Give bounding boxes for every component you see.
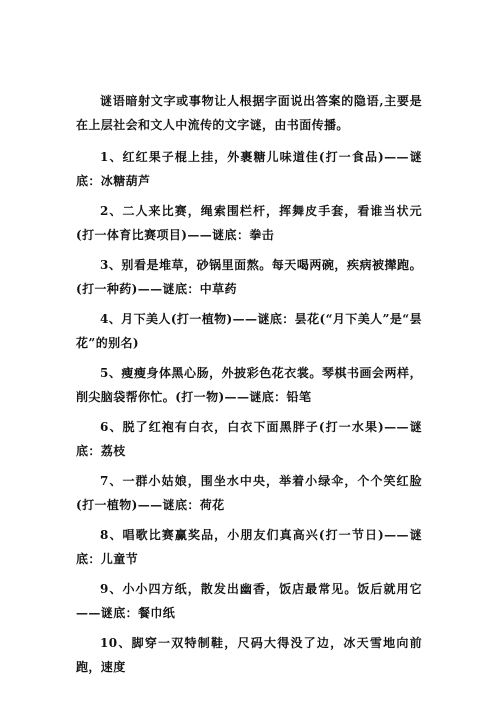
riddle-item-9: 9、小小四方纸，散发出幽香，饭店最常见。饭后就用它——谜底：餐巾纸 (76, 582, 422, 620)
riddle-item-1: 1、红红果子棍上挂，外裹糖儿味道佳(打一食品)——谜底：冰糖葫芦 (76, 150, 422, 188)
riddle-item-8: 8、唱歌比赛赢奖品，小朋友们真高兴(打一节日)——谜底：儿童节 (76, 528, 422, 566)
riddle-item-7: 7、一群小姑娘，围坐水中央，举着小绿伞，个个笑红脸(打一植物)——谜底：荷花 (76, 474, 422, 512)
riddle-item-5: 5、瘦瘦身体黑心肠，外披彩色花衣裳。琴棋书画会两样，削尖脑袋帮你忙。(打一物)——谜底：铅笔 (76, 366, 422, 404)
riddle-item-10: 10、脚穿一双特制鞋，尺码大得没了边，冰天雪地向前跑，速度 (76, 636, 422, 674)
document-body (76, 89, 422, 685)
riddle-item-2: 2、二人来比赛，绳索围栏杆，挥舞皮手套，看谁当状元(打一体育比赛项目)——谜底：拳击 (76, 204, 422, 242)
riddle-item-3: 3、别看是堆草，砂锅里面熬。每天喝两碗，疾病被撵跑。(打一种药)——谜底：中草药 (76, 258, 422, 296)
riddle-item-4: 4、月下美人(打一植物)——谜底：昙花(“月下美人”是“昙花”的别名) (76, 312, 422, 350)
riddle-item-6: 6、脱了红袍有白衣，白衣下面黑胖子(打一水果)——谜底：荔枝 (76, 420, 422, 458)
intro-paragraph: 谜语暗射文字或事物让人根据字面说出答案的隐语,主要是在上层社会和文人中流传的文字谜，由书面传播。 (76, 94, 422, 132)
